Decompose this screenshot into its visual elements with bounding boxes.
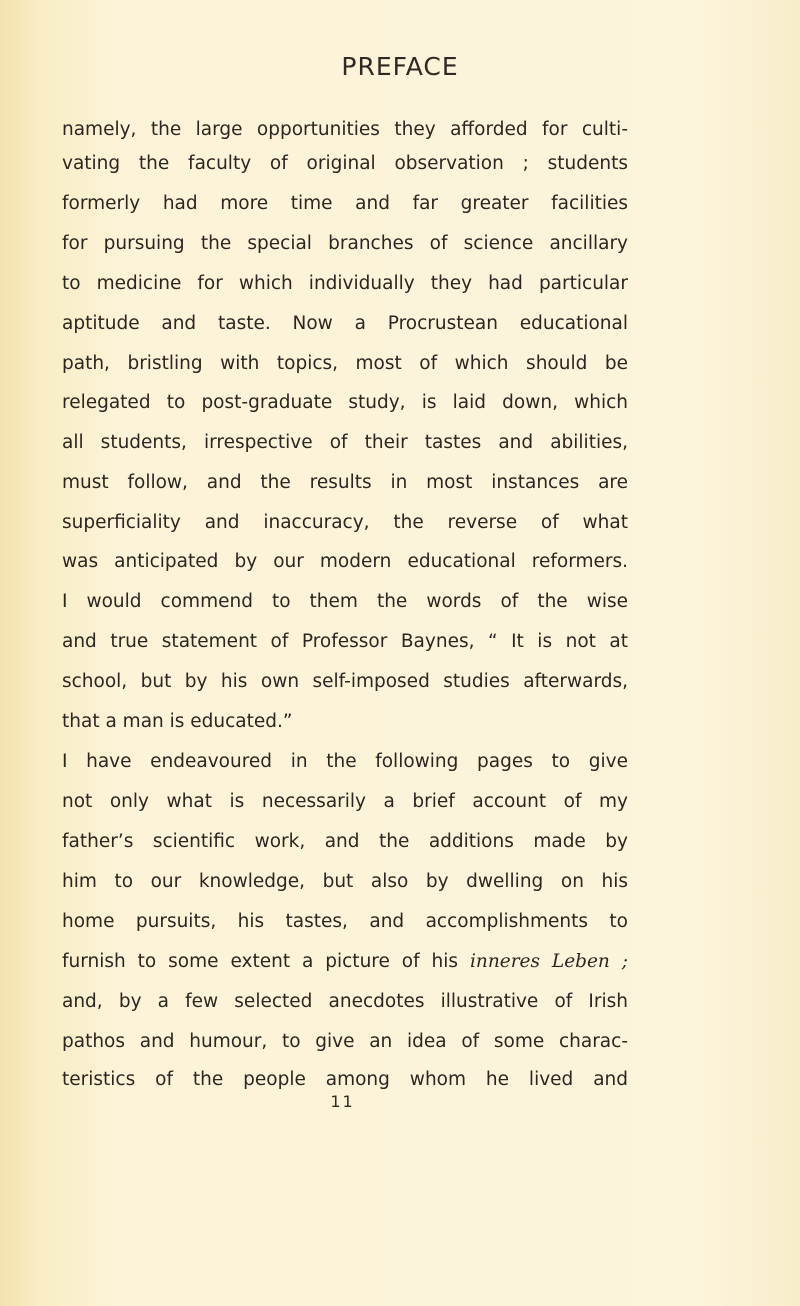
text-line: formerly had more time and far greater facilities — [62, 193, 628, 214]
text-line: to medicine for which individually they had particular — [62, 273, 628, 294]
text-line: home pursuits, his tastes, and accomplishments to — [62, 911, 628, 932]
text-line: was anticipated by our modern educational reformers. — [62, 551, 628, 572]
text-line: namely, the large opportunities they afforded for culti- — [62, 119, 628, 140]
running-head: PREFACE — [341, 52, 459, 81]
page-number: 11 — [330, 1092, 355, 1111]
text-line: aptitude and taste. Now a Procrustean educational — [62, 313, 628, 334]
text-line: I have endeavoured in the following pages to give — [62, 751, 628, 772]
text-line: him to our knowledge, but also by dwelling on his — [62, 871, 628, 892]
text-line: pathos and humour, to give an idea of some charac- — [62, 1031, 628, 1052]
text-line-with-italic — [62, 950, 628, 974]
text-line: all students, irrespective of their tastes and abilities, — [62, 432, 628, 453]
text-line: that a man is educated.” — [62, 711, 293, 732]
text-line: school, but by his own self-imposed studies afterwards, — [62, 671, 628, 692]
text-line: I would commend to them the words of the wise — [62, 591, 628, 612]
text-line: father’s scientific work, and the additions made by — [62, 831, 628, 852]
text-line: relegated to post-graduate study, is laid down, which — [62, 392, 628, 413]
text-line: teristics of the people among whom he lived and — [62, 1069, 628, 1090]
text-line: vating the faculty of original observation ; students — [62, 153, 628, 174]
text-line: and true statement of Professor Baynes, “ It is not at — [62, 631, 628, 652]
text-line: not only what is necessarily a brief account of my — [62, 791, 628, 812]
text-segment: furnish to some extent a picture of his — [62, 951, 459, 972]
text-line: and, by a few selected anecdotes illustrative of Irish — [62, 991, 628, 1012]
text-line: superficiality and inaccuracy, the reverse of what — [62, 512, 628, 533]
text-line: for pursuing the special branches of science ancillary — [62, 233, 628, 254]
text-line: path, bristling with topics, most of which should be — [62, 353, 628, 374]
italic-phrase: inneres Leben ; — [470, 951, 629, 972]
text-line: must follow, and the results in most instances are — [62, 472, 628, 493]
